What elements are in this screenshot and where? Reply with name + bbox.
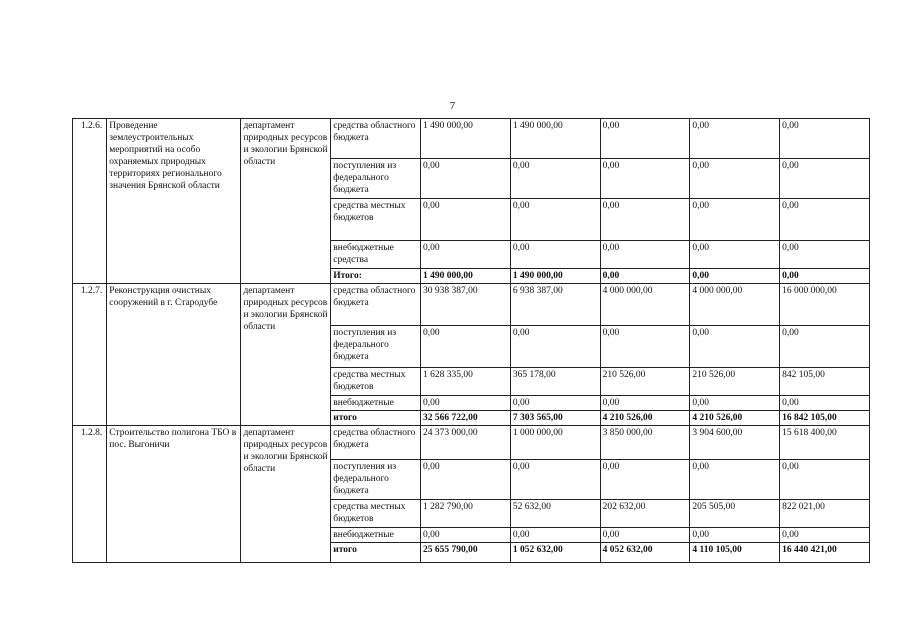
amount-cell: 0,00 <box>600 199 690 241</box>
amount-cell: 0,00 <box>421 241 511 269</box>
amount-cell: 0,00 <box>690 241 780 269</box>
amount-cell: 0,00 <box>690 119 780 159</box>
item-executor: департамент природных ресурсов и экологии Брянской области <box>241 284 331 426</box>
funding-source: Итого: <box>331 269 421 284</box>
amount-cell: 30 938 387,00 <box>421 284 511 326</box>
amount-cell: 0,00 <box>421 326 511 368</box>
amount-cell: 0,00 <box>510 159 600 199</box>
amount-cell: 16 000 000,00 <box>780 284 870 326</box>
item-executor: департамент природных ресурсов и экологии Брянской области <box>241 426 331 563</box>
funding-source: средства областного бюджета <box>331 284 421 326</box>
amount-cell: 0,00 <box>510 460 600 500</box>
amount-cell: 52 632,00 <box>510 500 600 528</box>
amount-cell: 0,00 <box>421 159 511 199</box>
amount-cell: 0,00 <box>600 460 690 500</box>
amount-cell: 15 618 400,00 <box>780 426 870 460</box>
funding-source: итого <box>331 543 421 563</box>
amount-cell: 0,00 <box>690 460 780 500</box>
amount-cell: 1 052 632,00 <box>510 543 600 563</box>
amount-cell: 1 282 790,00 <box>421 500 511 528</box>
amount-cell: 0,00 <box>780 269 870 284</box>
amount-cell: 842 105,00 <box>780 368 870 396</box>
amount-cell: 0,00 <box>690 199 780 241</box>
amount-cell: 822 021,00 <box>780 500 870 528</box>
amount-cell: 365 178,00 <box>510 368 600 396</box>
table-body <box>73 119 870 563</box>
amount-cell: 0,00 <box>510 528 600 543</box>
amount-cell: 0,00 <box>690 326 780 368</box>
amount-cell: 0,00 <box>690 159 780 199</box>
amount-cell: 0,00 <box>510 199 600 241</box>
amount-cell: 0,00 <box>600 326 690 368</box>
amount-cell: 0,00 <box>690 396 780 411</box>
amount-cell: 1 490 000,00 <box>510 119 600 159</box>
amount-cell: 16 842 105,00 <box>780 411 870 426</box>
amount-cell: 16 440 421,00 <box>780 543 870 563</box>
funding-source: средства местных бюджетов <box>331 368 421 396</box>
amount-cell: 0,00 <box>510 241 600 269</box>
amount-cell: 4 000 000,00 <box>690 284 780 326</box>
funding-source: средства областного бюджета <box>331 426 421 460</box>
amount-cell: 1 490 000,00 <box>510 269 600 284</box>
amount-cell: 210 526,00 <box>600 368 690 396</box>
amount-cell: 3 904 600,00 <box>690 426 780 460</box>
amount-cell: 0,00 <box>600 119 690 159</box>
amount-cell: 0,00 <box>780 396 870 411</box>
funding-source: поступления из федерального бюджета <box>331 460 421 500</box>
item-name: Проведение землеустроительных мероприятий на особо охраняемых природных территориях регионального значения Брянской области <box>107 119 241 284</box>
amount-cell: 0,00 <box>780 199 870 241</box>
amount-cell: 0,00 <box>421 460 511 500</box>
amount-cell: 0,00 <box>690 528 780 543</box>
amount-cell: 25 655 790,00 <box>421 543 511 563</box>
budget-table <box>72 118 870 563</box>
funding-source: внебюджетные средства <box>331 241 421 269</box>
amount-cell: 1 628 335,00 <box>421 368 511 396</box>
item-name: Реконструкция очистных сооружений в г. Стародубе <box>107 284 241 426</box>
funding-source: итого <box>331 411 421 426</box>
amount-cell: 0,00 <box>690 269 780 284</box>
amount-cell: 4 052 632,00 <box>600 543 690 563</box>
amount-cell: 205 505,00 <box>690 500 780 528</box>
amount-cell: 32 566 722,00 <box>421 411 511 426</box>
amount-cell: 0,00 <box>600 241 690 269</box>
amount-cell: 7 303 565,00 <box>510 411 600 426</box>
amount-cell: 6 938 387,00 <box>510 284 600 326</box>
amount-cell: 0,00 <box>600 528 690 543</box>
amount-cell: 0,00 <box>780 460 870 500</box>
item-code: 1.2.8. <box>73 426 107 563</box>
amount-cell: 0,00 <box>600 396 690 411</box>
table-row <box>73 426 870 460</box>
amount-cell: 3 850 000,00 <box>600 426 690 460</box>
amount-cell: 0,00 <box>421 528 511 543</box>
funding-source: средства местных бюджетов <box>331 199 421 241</box>
item-code: 1.2.6. <box>73 119 107 284</box>
item-executor: департамент природных ресурсов и экологии Брянской области <box>241 119 331 284</box>
funding-source: средства областного бюджета <box>331 119 421 159</box>
funding-source: поступления из федерального бюджета <box>331 326 421 368</box>
amount-cell: 4 210 526,00 <box>690 411 780 426</box>
funding-source: средства местных бюджетов <box>331 500 421 528</box>
table-row <box>73 119 870 159</box>
amount-cell: 210 526,00 <box>690 368 780 396</box>
page-number: 7 <box>449 100 456 112</box>
amount-cell: 0,00 <box>780 326 870 368</box>
amount-cell: 202 632,00 <box>600 500 690 528</box>
amount-cell: 0,00 <box>600 269 690 284</box>
amount-cell: 1 000 000,00 <box>510 426 600 460</box>
funding-source: внебюджетные <box>331 528 421 543</box>
amount-cell: 0,00 <box>421 199 511 241</box>
item-code: 1.2.7. <box>73 284 107 426</box>
amount-cell: 0,00 <box>510 326 600 368</box>
amount-cell: 4 110 105,00 <box>690 543 780 563</box>
amount-cell: 0,00 <box>600 159 690 199</box>
item-name: Строительство полигона ТБО в пос. Выгоничи <box>107 426 241 563</box>
amount-cell: 0,00 <box>780 528 870 543</box>
amount-cell: 0,00 <box>510 396 600 411</box>
amount-cell: 4 000 000,00 <box>600 284 690 326</box>
amount-cell: 24 373 000,00 <box>421 426 511 460</box>
funding-source: поступления из федерального бюджета <box>331 159 421 199</box>
amount-cell: 1 490 000,00 <box>421 119 511 159</box>
table-row <box>73 284 870 326</box>
amount-cell: 4 210 526,00 <box>600 411 690 426</box>
amount-cell: 0,00 <box>780 119 870 159</box>
amount-cell: 1 490 000,00 <box>421 269 511 284</box>
amount-cell: 0,00 <box>421 396 511 411</box>
amount-cell: 0,00 <box>780 241 870 269</box>
amount-cell: 0,00 <box>780 159 870 199</box>
funding-source: внебюджетные <box>331 396 421 411</box>
